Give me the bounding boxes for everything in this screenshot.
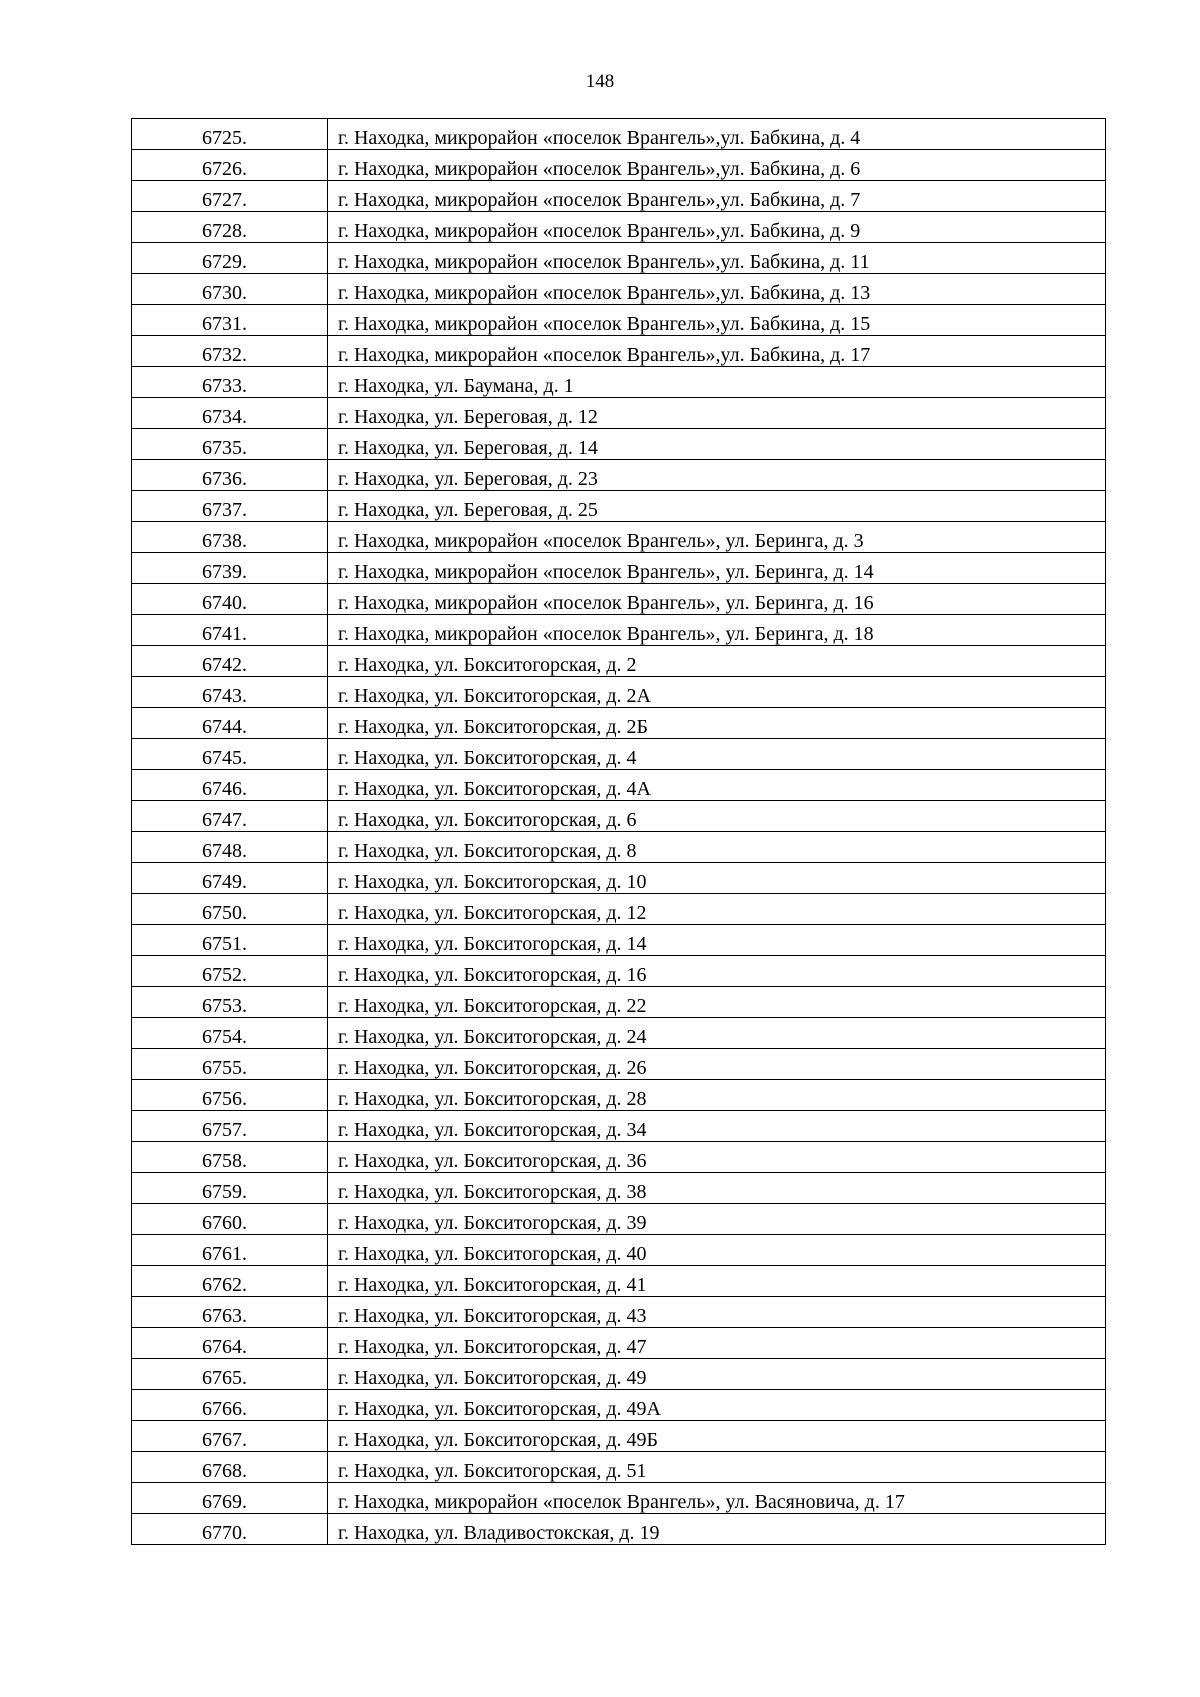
address-cell: г. Находка, ул. Бокситогорская, д. 4А xyxy=(328,770,1106,801)
address-cell: г. Находка, ул. Бокситогорская, д. 49Б xyxy=(328,1421,1106,1452)
row-number-cell: 6749. xyxy=(132,863,328,894)
table-row xyxy=(132,863,1106,894)
page-number: 148 xyxy=(585,71,615,92)
address-cell: г. Находка, микрорайон «поселок Врангель», ул. Беринга, д. 14 xyxy=(328,553,1106,584)
address-cell: г. Находка, ул. Бокситогорская, д. 8 xyxy=(328,832,1106,863)
table-row xyxy=(132,1421,1106,1452)
address-cell: г. Находка, ул. Баумана, д. 1 xyxy=(328,367,1106,398)
row-number-cell: 6744. xyxy=(132,708,328,739)
row-number-cell: 6742. xyxy=(132,646,328,677)
row-number-cell: 6746. xyxy=(132,770,328,801)
address-cell: г. Находка, микрорайон «поселок Врангель», ул. Беринга, д. 3 xyxy=(328,522,1106,553)
table-row xyxy=(132,925,1106,956)
table-row xyxy=(132,832,1106,863)
address-cell: г. Находка, микрорайон «поселок Врангель»,ул. Бабкина, д. 15 xyxy=(328,305,1106,336)
address-cell: г. Находка, ул. Бокситогорская, д. 40 xyxy=(328,1235,1106,1266)
table-row xyxy=(132,522,1106,553)
address-cell: г. Находка, ул. Бокситогорская, д. 49 xyxy=(328,1359,1106,1390)
table-row xyxy=(132,646,1106,677)
table-row xyxy=(132,367,1106,398)
address-cell: г. Находка, микрорайон «поселок Врангель»,ул. Бабкина, д. 6 xyxy=(328,150,1106,181)
address-cell: г. Находка, микрорайон «поселок Врангель»,ул. Бабкина, д. 13 xyxy=(328,274,1106,305)
address-cell: г. Находка, ул. Бокситогорская, д. 28 xyxy=(328,1080,1106,1111)
address-cell: г. Находка, ул. Бокситогорская, д. 14 xyxy=(328,925,1106,956)
table-row xyxy=(132,150,1106,181)
row-number-cell: 6745. xyxy=(132,739,328,770)
row-number-cell: 6754. xyxy=(132,1018,328,1049)
row-number-cell: 6752. xyxy=(132,956,328,987)
row-number-cell: 6753. xyxy=(132,987,328,1018)
address-table xyxy=(131,118,1106,1545)
address-cell: г. Находка, ул. Бокситогорская, д. 43 xyxy=(328,1297,1106,1328)
address-cell: г. Находка, ул. Бокситогорская, д. 2Б xyxy=(328,708,1106,739)
address-cell: г. Находка, микрорайон «поселок Врангель», ул. Васяновича, д. 17 xyxy=(328,1483,1106,1514)
row-number-cell: 6764. xyxy=(132,1328,328,1359)
row-number-cell: 6733. xyxy=(132,367,328,398)
row-number-cell: 6737. xyxy=(132,491,328,522)
address-cell: г. Находка, ул. Бокситогорская, д. 16 xyxy=(328,956,1106,987)
row-number-cell: 6757. xyxy=(132,1111,328,1142)
row-number-cell: 6740. xyxy=(132,584,328,615)
row-number-cell: 6731. xyxy=(132,305,328,336)
table-row xyxy=(132,1204,1106,1235)
address-cell: г. Находка, микрорайон «поселок Врангель»,ул. Бабкина, д. 11 xyxy=(328,243,1106,274)
table-row xyxy=(132,770,1106,801)
table-row xyxy=(132,491,1106,522)
table-row xyxy=(132,1390,1106,1421)
row-number-cell: 6761. xyxy=(132,1235,328,1266)
table-row xyxy=(132,1235,1106,1266)
table-row xyxy=(132,1173,1106,1204)
table-row xyxy=(132,398,1106,429)
address-cell: г. Находка, ул. Бокситогорская, д. 39 xyxy=(328,1204,1106,1235)
table-row xyxy=(132,1514,1106,1545)
table-row xyxy=(132,584,1106,615)
address-cell: г. Находка, ул. Береговая, д. 12 xyxy=(328,398,1106,429)
table-row xyxy=(132,1111,1106,1142)
address-cell: г. Находка, ул. Береговая, д. 23 xyxy=(328,460,1106,491)
row-number-cell: 6730. xyxy=(132,274,328,305)
row-number-cell: 6768. xyxy=(132,1452,328,1483)
table-row xyxy=(132,615,1106,646)
table-row xyxy=(132,1049,1106,1080)
table-row xyxy=(132,894,1106,925)
address-cell: г. Находка, микрорайон «поселок Врангель», ул. Беринга, д. 16 xyxy=(328,584,1106,615)
table-row xyxy=(132,429,1106,460)
row-number-cell: 6770. xyxy=(132,1514,328,1545)
row-number-cell: 6732. xyxy=(132,336,328,367)
address-cell: г. Находка, ул. Бокситогорская, д. 6 xyxy=(328,801,1106,832)
row-number-cell: 6751. xyxy=(132,925,328,956)
address-cell: г. Находка, микрорайон «поселок Врангель»,ул. Бабкина, д. 9 xyxy=(328,212,1106,243)
address-cell: г. Находка, ул. Владивостокская, д. 19 xyxy=(328,1514,1106,1545)
address-cell: г. Находка, ул. Бокситогорская, д. 41 xyxy=(328,1266,1106,1297)
row-number-cell: 6743. xyxy=(132,677,328,708)
table-row xyxy=(132,1483,1106,1514)
table-row xyxy=(132,553,1106,584)
row-number-cell: 6755. xyxy=(132,1049,328,1080)
row-number-cell: 6735. xyxy=(132,429,328,460)
address-cell: г. Находка, ул. Бокситогорская, д. 38 xyxy=(328,1173,1106,1204)
row-number-cell: 6725. xyxy=(132,119,328,150)
row-number-cell: 6766. xyxy=(132,1390,328,1421)
row-number-cell: 6769. xyxy=(132,1483,328,1514)
address-cell: г. Находка, ул. Бокситогорская, д. 36 xyxy=(328,1142,1106,1173)
table-row xyxy=(132,305,1106,336)
row-number-cell: 6727. xyxy=(132,181,328,212)
row-number-cell: 6729. xyxy=(132,243,328,274)
address-cell: г. Находка, микрорайон «поселок Врангель»,ул. Бабкина, д. 4 xyxy=(328,119,1106,150)
address-cell: г. Находка, ул. Бокситогорская, д. 2А xyxy=(328,677,1106,708)
table-row xyxy=(132,243,1106,274)
table-row xyxy=(132,1018,1106,1049)
table-row xyxy=(132,739,1106,770)
table-row xyxy=(132,181,1106,212)
table-row xyxy=(132,1328,1106,1359)
row-number-cell: 6758. xyxy=(132,1142,328,1173)
address-cell: г. Находка, ул. Береговая, д. 25 xyxy=(328,491,1106,522)
row-number-cell: 6739. xyxy=(132,553,328,584)
table-row xyxy=(132,1359,1106,1390)
address-table-body xyxy=(132,119,1106,1545)
table-row xyxy=(132,801,1106,832)
table-row xyxy=(132,708,1106,739)
row-number-cell: 6750. xyxy=(132,894,328,925)
address-cell: г. Находка, ул. Бокситогорская, д. 51 xyxy=(328,1452,1106,1483)
row-number-cell: 6728. xyxy=(132,212,328,243)
row-number-cell: 6759. xyxy=(132,1173,328,1204)
row-number-cell: 6756. xyxy=(132,1080,328,1111)
table-row xyxy=(132,460,1106,491)
row-number-cell: 6767. xyxy=(132,1421,328,1452)
address-cell: г. Находка, ул. Бокситогорская, д. 47 xyxy=(328,1328,1106,1359)
table-row xyxy=(132,677,1106,708)
address-cell: г. Находка, ул. Бокситогорская, д. 24 xyxy=(328,1018,1106,1049)
row-number-cell: 6738. xyxy=(132,522,328,553)
table-row xyxy=(132,1080,1106,1111)
address-cell: г. Находка, ул. Бокситогорская, д. 22 xyxy=(328,987,1106,1018)
row-number-cell: 6763. xyxy=(132,1297,328,1328)
address-cell: г. Находка, ул. Бокситогорская, д. 2 xyxy=(328,646,1106,677)
address-cell: г. Находка, ул. Бокситогорская, д. 4 xyxy=(328,739,1106,770)
address-cell: г. Находка, ул. Бокситогорская, д. 26 xyxy=(328,1049,1106,1080)
table-row xyxy=(132,274,1106,305)
address-cell: г. Находка, микрорайон «поселок Врангель», ул. Беринга, д. 18 xyxy=(328,615,1106,646)
address-cell: г. Находка, микрорайон «поселок Врангель»,ул. Бабкина, д. 7 xyxy=(328,181,1106,212)
address-cell: г. Находка, ул. Бокситогорская, д. 12 xyxy=(328,894,1106,925)
table-row xyxy=(132,1297,1106,1328)
table-row xyxy=(132,336,1106,367)
row-number-cell: 6760. xyxy=(132,1204,328,1235)
table-row xyxy=(132,1452,1106,1483)
address-cell: г. Находка, ул. Бокситогорская, д. 34 xyxy=(328,1111,1106,1142)
row-number-cell: 6762. xyxy=(132,1266,328,1297)
table-row xyxy=(132,212,1106,243)
table-row xyxy=(132,119,1106,150)
row-number-cell: 6748. xyxy=(132,832,328,863)
row-number-cell: 6734. xyxy=(132,398,328,429)
row-number-cell: 6726. xyxy=(132,150,328,181)
table-row xyxy=(132,956,1106,987)
row-number-cell: 6741. xyxy=(132,615,328,646)
address-cell: г. Находка, микрорайон «поселок Врангель»,ул. Бабкина, д. 17 xyxy=(328,336,1106,367)
row-number-cell: 6736. xyxy=(132,460,328,491)
row-number-cell: 6747. xyxy=(132,801,328,832)
table-row xyxy=(132,1142,1106,1173)
address-cell: г. Находка, ул. Береговая, д. 14 xyxy=(328,429,1106,460)
table-row xyxy=(132,1266,1106,1297)
row-number-cell: 6765. xyxy=(132,1359,328,1390)
table-row xyxy=(132,987,1106,1018)
address-cell: г. Находка, ул. Бокситогорская, д. 10 xyxy=(328,863,1106,894)
address-cell: г. Находка, ул. Бокситогорская, д. 49А xyxy=(328,1390,1106,1421)
